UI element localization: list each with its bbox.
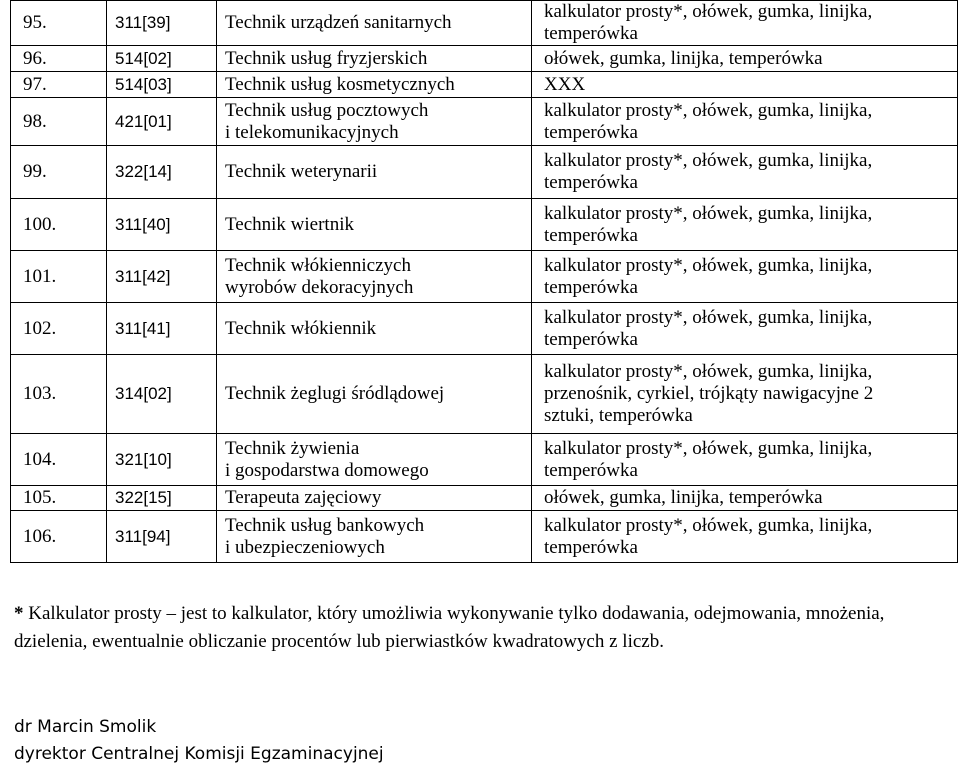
allowed-tools-cell bbox=[532, 199, 958, 251]
profession-name-line: Terapeuta zajęciowy bbox=[225, 487, 382, 508]
row-number-cell bbox=[11, 511, 107, 563]
profession-code-cell bbox=[107, 355, 217, 434]
profession-code-cell bbox=[107, 511, 217, 563]
profession-code-cell bbox=[107, 146, 217, 199]
row-number-cell bbox=[11, 251, 107, 303]
profession-name-cell bbox=[217, 511, 532, 563]
profession-code: 514[02] bbox=[115, 48, 172, 68]
table-row bbox=[11, 303, 958, 355]
profession-name-line: Technik usług kosmetycznych bbox=[225, 73, 455, 95]
allowed-tools-line: kalkulator prosty*, ołówek, gumka, linijka, bbox=[544, 514, 873, 536]
row-number: 95. bbox=[23, 12, 47, 33]
profession-name-cell bbox=[217, 98, 532, 146]
table-row bbox=[11, 1, 958, 46]
allowed-tools-cell bbox=[532, 303, 958, 355]
allowed-tools-cell bbox=[532, 146, 958, 199]
allowed-tools-line: temperówka bbox=[544, 459, 638, 481]
row-number: 105. bbox=[23, 487, 57, 508]
table-row bbox=[11, 486, 958, 511]
row-number: 96. bbox=[23, 47, 47, 69]
profession-code: 322[14] bbox=[115, 162, 172, 181]
allowed-tools-line: kalkulator prosty*, ołówek, gumka, linijka, bbox=[544, 202, 873, 224]
row-number: 101. bbox=[23, 265, 57, 287]
profession-name-cell bbox=[217, 46, 532, 72]
row-number: 106. bbox=[23, 525, 57, 547]
allowed-tools-line: kalkulator prosty*, ołówek, gumka, linijka, bbox=[544, 306, 873, 328]
profession-code-cell bbox=[107, 486, 217, 511]
row-number-cell bbox=[11, 434, 107, 486]
table-row bbox=[11, 355, 958, 434]
allowed-tools-line: temperówka bbox=[544, 328, 638, 350]
row-number: 103. bbox=[23, 383, 57, 404]
row-number: 97. bbox=[23, 73, 47, 95]
allowed-tools-line: kalkulator prosty*, ołówek, gumka, linijka, bbox=[544, 361, 873, 382]
row-number-cell bbox=[11, 199, 107, 251]
footnote-text: Kalkulator prosty – jest to kalkulator, który umożliwia wykonywanie tylko dodawania, odejmowania, mnożenia, dzielenia, ewentualnie obliczanie procentów lub pierwiastków kwadratowych z liczb. bbox=[14, 603, 885, 652]
table-row bbox=[11, 199, 958, 251]
profession-code-cell bbox=[107, 434, 217, 486]
allowed-tools-line: temperówka bbox=[544, 276, 638, 298]
allowed-tools-line: XXX bbox=[544, 73, 586, 95]
exam-tools-table bbox=[10, 0, 958, 563]
row-number: 102. bbox=[23, 317, 57, 339]
profession-name-cell bbox=[217, 486, 532, 511]
row-number-cell bbox=[11, 1, 107, 46]
profession-code-cell bbox=[107, 72, 217, 98]
profession-name-cell bbox=[217, 1, 532, 46]
allowed-tools-line: temperówka bbox=[544, 172, 638, 193]
allowed-tools-line: temperówka bbox=[544, 224, 638, 246]
profession-code: 322[15] bbox=[115, 488, 172, 507]
row-number-cell bbox=[11, 355, 107, 434]
exam-tools-table-container bbox=[10, 0, 958, 563]
table-row bbox=[11, 434, 958, 486]
calculator-footnote bbox=[14, 600, 954, 656]
allowed-tools-line: ołówek, gumka, linijka, temperówka bbox=[544, 487, 823, 508]
allowed-tools-cell bbox=[532, 46, 958, 72]
profession-code-cell bbox=[107, 98, 217, 146]
exam-tools-table-body bbox=[11, 1, 958, 563]
profession-name-line: Technik usług fryzjerskich bbox=[225, 47, 428, 69]
profession-name-line: Technik weterynarii bbox=[225, 161, 378, 182]
row-number: 99. bbox=[23, 161, 47, 182]
profession-name-cell bbox=[217, 303, 532, 355]
allowed-tools-cell bbox=[532, 98, 958, 146]
profession-name-line: Technik żeglugi śródlądowej bbox=[225, 383, 445, 404]
profession-code: 311[39] bbox=[115, 13, 171, 32]
profession-code-cell bbox=[107, 199, 217, 251]
table-row bbox=[11, 146, 958, 199]
allowed-tools-line: temperówka bbox=[544, 121, 638, 143]
allowed-tools-line: kalkulator prosty*, ołówek, gumka, linijka, bbox=[544, 254, 873, 276]
allowed-tools-line: kalkulator prosty*, ołówek, gumka, linijka, bbox=[544, 99, 873, 121]
row-number: 104. bbox=[23, 448, 57, 470]
table-row bbox=[11, 511, 958, 563]
signature-name: dr Marcin Smolik bbox=[14, 717, 157, 737]
profession-name-cell bbox=[217, 355, 532, 434]
row-number-cell bbox=[11, 303, 107, 355]
profession-name-cell bbox=[217, 434, 532, 486]
profession-code-cell bbox=[107, 303, 217, 355]
profession-name-line: Technik włókiennik bbox=[225, 317, 377, 339]
table-row bbox=[11, 98, 958, 146]
profession-code: 311[40] bbox=[115, 214, 171, 234]
profession-code: 514[03] bbox=[115, 74, 172, 94]
profession-name-cell bbox=[217, 199, 532, 251]
profession-name-line: Technik usług pocztowych bbox=[225, 99, 429, 121]
allowed-tools-cell bbox=[532, 251, 958, 303]
allowed-tools-line: kalkulator prosty*, ołówek, gumka, linijka, bbox=[544, 1, 873, 22]
allowed-tools-cell bbox=[532, 434, 958, 486]
profession-name-line: Technik urządzeń sanitarnych bbox=[225, 12, 452, 33]
profession-code: 321[10] bbox=[115, 449, 172, 469]
profession-name-line: i ubezpieczeniowych bbox=[225, 536, 385, 558]
row-number-cell bbox=[11, 72, 107, 98]
allowed-tools-cell bbox=[532, 511, 958, 563]
profession-name-line: Technik żywienia bbox=[225, 437, 360, 459]
profession-name-line: wyrobów dekoracyjnych bbox=[225, 276, 414, 298]
row-number: 100. bbox=[23, 213, 57, 235]
profession-name-line: Technik usług bankowych bbox=[225, 514, 425, 536]
allowed-tools-line: przenośnik, cyrkiel, trójkąty nawigacyjne 2 bbox=[544, 383, 874, 404]
table-row bbox=[11, 251, 958, 303]
signature-title: dyrektor Centralnej Komisji Egzaminacyjnej bbox=[14, 744, 384, 764]
profession-code: 421[01] bbox=[115, 111, 172, 131]
profession-name-cell bbox=[217, 251, 532, 303]
profession-code: 314[02] bbox=[115, 384, 172, 403]
row-number-cell bbox=[11, 98, 107, 146]
signature-block bbox=[14, 714, 384, 768]
profession-name-cell bbox=[217, 72, 532, 98]
profession-name-line: i gospodarstwa domowego bbox=[225, 459, 429, 481]
row-number-cell bbox=[11, 146, 107, 199]
row-number: 98. bbox=[23, 110, 47, 132]
profession-code-cell bbox=[107, 251, 217, 303]
allowed-tools-cell bbox=[532, 355, 958, 434]
allowed-tools-cell bbox=[532, 1, 958, 46]
allowed-tools-cell bbox=[532, 486, 958, 511]
profession-code-cell bbox=[107, 1, 217, 46]
allowed-tools-line: temperówka bbox=[544, 23, 638, 44]
allowed-tools-line: temperówka bbox=[544, 536, 638, 558]
profession-name-line: Technik wiertnik bbox=[225, 213, 354, 235]
allowed-tools-line: ołówek, gumka, linijka, temperówka bbox=[544, 47, 823, 69]
profession-name-line: i telekomunikacyjnych bbox=[225, 121, 399, 143]
profession-code: 311[42] bbox=[115, 266, 171, 286]
footnote-asterisk: * bbox=[14, 603, 24, 624]
table-row bbox=[11, 72, 958, 98]
profession-name-line: Technik włókienniczych bbox=[225, 254, 411, 276]
row-number-cell bbox=[11, 46, 107, 72]
row-number-cell bbox=[11, 486, 107, 511]
allowed-tools-line: sztuki, temperówka bbox=[544, 405, 693, 426]
profession-code: 311[41] bbox=[115, 318, 171, 338]
profession-name-cell bbox=[217, 146, 532, 199]
table-row bbox=[11, 46, 958, 72]
allowed-tools-line: kalkulator prosty*, ołówek, gumka, linijka, bbox=[544, 150, 873, 171]
profession-code-cell bbox=[107, 46, 217, 72]
allowed-tools-cell bbox=[532, 72, 958, 98]
profession-code: 311[94] bbox=[115, 526, 171, 546]
allowed-tools-line: kalkulator prosty*, ołówek, gumka, linijka, bbox=[544, 437, 873, 459]
